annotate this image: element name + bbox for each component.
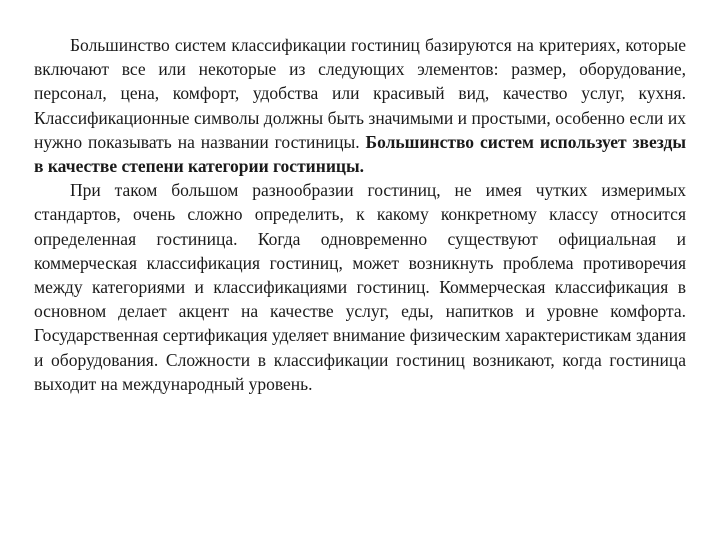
paragraph-1 bbox=[34, 33, 686, 178]
paragraph-2: При таком большом разнообразии гостиниц, не имея чутких измеримых стандартов, очень сложно определить, к какому конкретному классу относится определенная гостиница. Когда одновременно существуют официальная и коммерческая классификация гостиниц, может возникнуть проблема противоречия между категориями и классификациями гостиниц. Коммерческая классификация в основном делает акцент на качестве услуг, еды, напитков и уровне комфорта. Государственная сертификация уделяет внимание физическим характеристикам здания и оборудования. Сложности в классификации гостиниц возникают, когда гостиница выходит на международный уровень. bbox=[34, 180, 686, 394]
text-block bbox=[34, 33, 686, 396]
paragraph-1-text: Большинство систем классификации гостиниц базируются на критериях, которые включают все или некоторые из следующих элементов: размер, оборудование, персонал, цена, комфорт, удобства или красивый вид, качество услуг, кухня. Классификационные символы должны быть значимыми и простыми, особенно если их нужно показывать на названии гостиницы. bbox=[34, 35, 686, 152]
paragraph-1-bold-text: Большинство систем использует звезды в качестве степени категории гостиницы. bbox=[34, 131, 686, 177]
